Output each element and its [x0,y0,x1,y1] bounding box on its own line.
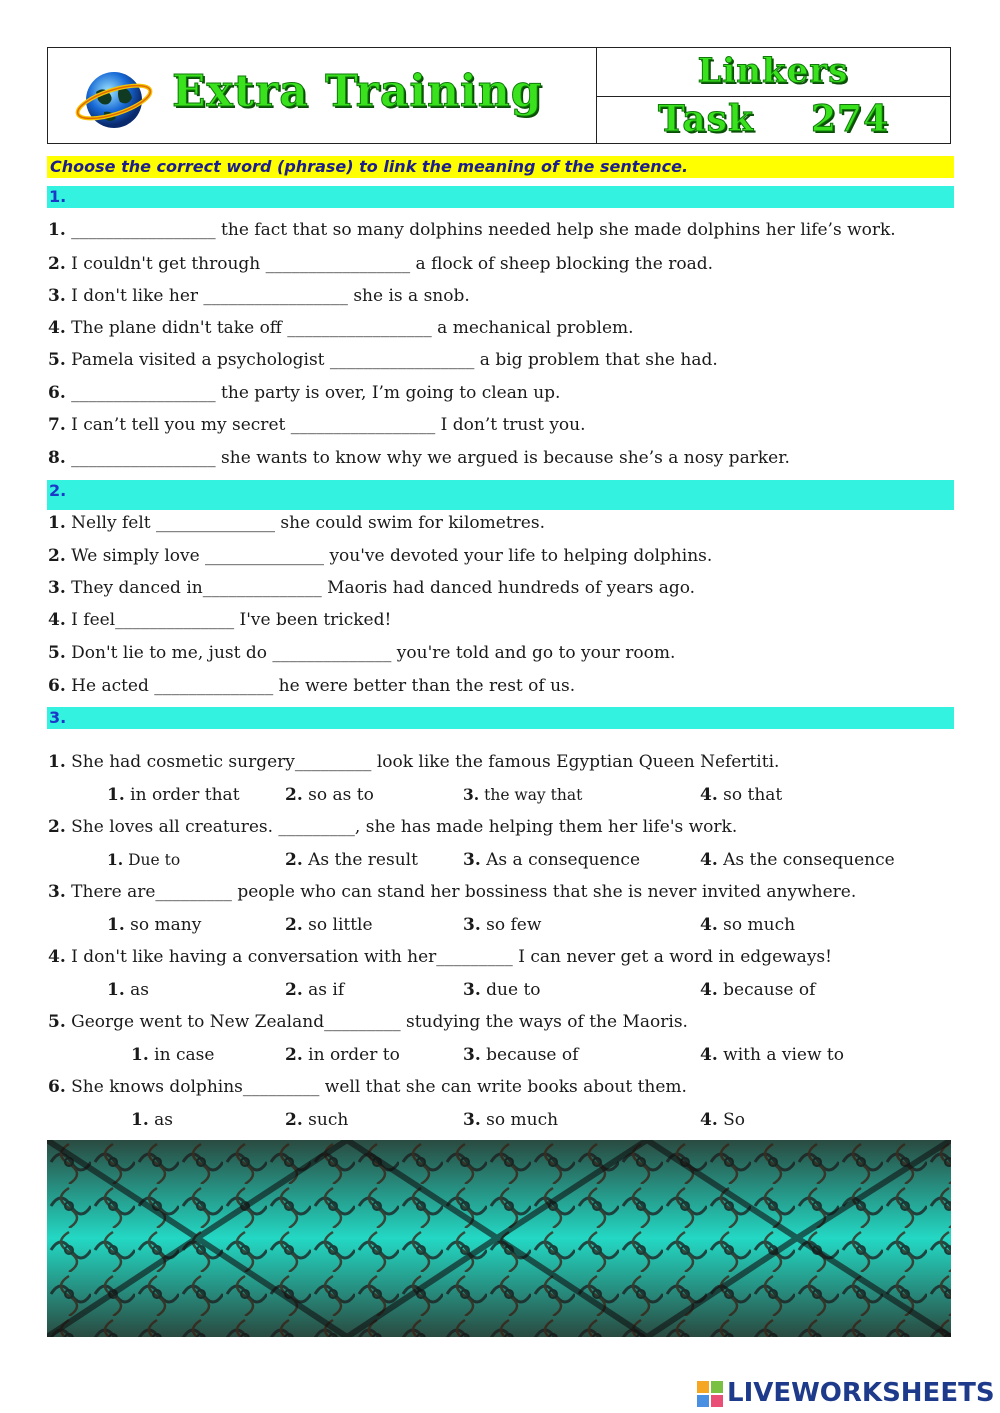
answer-option[interactable] [285,914,373,936]
question-text: Pamela visited a psychologist _________________ a big problem that she had. [65,350,718,370]
question-text: I feel______________ I've been tricked! [65,610,392,630]
question-text: She loves all creatures. _________, she has made helping them her life's work. [65,817,738,837]
option-text: due to [480,980,541,1000]
question-number: 5. [48,643,66,663]
answer-option[interactable] [285,979,344,1001]
question-number: 4. [48,318,66,338]
option-number: 1. [131,1045,149,1065]
option-text: As a consequence [480,850,641,870]
question-text: There are_________ people who can stand her bossiness that she is never invited anywhere. [65,882,857,902]
section-1-header: 1. [47,186,954,208]
answer-option[interactable] [131,1109,173,1131]
option-number: 2. [285,850,303,870]
answer-option[interactable] [107,914,201,936]
question-line [48,577,695,599]
question-number: 4. [48,610,66,630]
topic-title: Linkers [697,51,849,91]
answer-option[interactable] [700,979,815,1001]
section-2-header: 2. [47,480,954,510]
brand-cell [48,48,597,143]
question-line [48,317,634,339]
question-text: _________________ the fact that so many dolphins needed help she made dolphins her life’s work. [65,220,896,240]
option-number: 3. [463,850,481,870]
question-number: 2. [48,817,66,837]
option-number: 4. [700,850,718,870]
worksheet-header [47,47,951,144]
answer-option[interactable] [463,1044,578,1066]
option-text: As the result [302,850,418,870]
option-text: in order that [124,785,240,805]
option-number: 4. [700,980,718,1000]
answer-option[interactable] [700,1044,844,1066]
option-number: 3. [463,915,481,935]
question-number: 2. [48,546,66,566]
answer-option[interactable] [285,784,374,806]
globe-icon [74,66,154,134]
question-line [48,1076,687,1098]
question-line [48,946,832,968]
question-number: 5. [48,1012,66,1032]
question-number: 6. [48,676,66,696]
brand-title: Extra Training [172,66,543,117]
instruction-bar: Choose the correct word (phrase) to link the meaning of the sentence. [47,156,954,178]
question-text: We simply love ______________ you've devoted your life to helping dolphins. [65,546,713,566]
option-number: 4. [700,1045,718,1065]
question-line [48,349,718,371]
option-number: 3. [463,785,480,804]
option-text: because of [480,1045,579,1065]
question-text: I don't like having a conversation with her_________ I can never get a word in edgeways! [65,947,832,967]
option-text: as [148,1110,174,1130]
question-line [48,545,712,567]
option-number: 3. [463,980,481,1000]
question-number: 4. [48,947,66,967]
topic-cell [596,48,950,97]
option-text: the way that [479,786,583,804]
question-text: She had cosmetic surgery_________ look like the famous Egyptian Queen Nefertiti. [65,752,780,772]
question-number: 5. [48,350,66,370]
task-cell [596,96,950,143]
option-text: with a view to [717,1045,844,1065]
question-text: I can’t tell you my secret _________________ I don’t trust you. [65,415,586,435]
option-text: so as to [302,785,374,805]
option-number: 1. [107,850,124,869]
question-line [48,253,713,275]
option-text: So [717,1110,746,1130]
answer-option[interactable] [131,1044,214,1066]
option-number: 2. [285,915,303,935]
question-line [48,675,575,697]
question-line [48,1011,688,1033]
question-text: I couldn't get through _________________ a flock of sheep blocking the road. [65,254,713,274]
question-number: 3. [48,578,66,598]
section-3-header: 3. [47,707,954,729]
answer-option[interactable] [700,914,795,936]
answer-option[interactable] [285,1044,400,1066]
question-text: She knows dolphins_________ well that she can write books about them. [65,1077,687,1097]
liveworksheets-logo-icon [697,1381,723,1407]
option-number: 1. [107,980,125,1000]
question-line [48,447,790,469]
option-number: 3. [463,1045,481,1065]
option-text: as if [302,980,345,1000]
question-line [48,219,896,241]
answer-option[interactable] [107,784,240,806]
question-number: 7. [48,415,66,435]
option-text: as [124,980,150,1000]
question-number: 1. [48,513,66,533]
option-number: 2. [285,785,303,805]
option-number: 3. [463,1110,481,1130]
option-number: 4. [700,785,718,805]
question-number: 3. [48,286,66,306]
answer-option[interactable] [700,1109,745,1131]
question-number: 2. [48,254,66,274]
option-number: 2. [285,980,303,1000]
answer-option[interactable] [107,849,180,871]
answer-option[interactable] [285,1109,348,1131]
option-number: 1. [107,915,125,935]
option-text: As the consequence [717,850,895,870]
option-number: 2. [285,1045,303,1065]
option-number: 1. [107,785,125,805]
answer-option[interactable] [463,849,640,871]
option-number: 1. [131,1110,149,1130]
option-text: so that [717,785,783,805]
option-text: because of [717,980,816,1000]
answer-option[interactable] [463,784,582,806]
question-text: I don't like her _________________ she is a snob. [65,286,470,306]
option-text: Due to [123,851,181,869]
question-number: 1. [48,752,66,772]
question-line [48,609,391,631]
option-text: so much [480,1110,559,1130]
question-text: _________________ she wants to know why we argued is because she’s a nosy parker. [65,448,790,468]
decorative-pattern-image [47,1140,951,1337]
question-line [48,512,545,534]
answer-option[interactable] [700,784,782,806]
question-line [48,382,560,404]
option-number: 4. [700,915,718,935]
task-label: Task [658,98,754,140]
question-line [48,642,675,664]
question-line [48,285,470,307]
option-text: in case [148,1045,215,1065]
question-number: 8. [48,448,66,468]
question-text: Nelly felt ______________ she could swim for kilometres. [65,513,545,533]
question-number: 1. [48,220,66,240]
option-text: so much [717,915,796,935]
answer-option[interactable] [107,979,149,1001]
answer-option[interactable] [463,979,541,1001]
option-text: so many [124,915,202,935]
answer-option[interactable] [463,1109,558,1131]
question-line [48,751,779,773]
question-text: _________________ the party is over, I’m going to clean up. [65,383,561,403]
task-number: 274 [811,98,890,140]
question-text: The plane didn't take off _________________ a mechanical problem. [65,318,634,338]
liveworksheets-brand: LIVEWORKSHEETS [727,1378,995,1408]
question-line [48,881,856,903]
option-text: so little [302,915,373,935]
question-text: George went to New Zealand_________ studying the ways of the Maoris. [65,1012,688,1032]
question-text: Don't lie to me, just do ______________ you're told and go to your room. [65,643,676,663]
option-text: in order to [302,1045,400,1065]
answer-option[interactable] [700,849,895,871]
answer-option[interactable] [285,849,418,871]
question-number: 6. [48,1077,66,1097]
option-text: so few [480,915,542,935]
answer-option[interactable] [463,914,541,936]
question-line [48,414,586,436]
question-text: They danced in______________ Maoris had danced hundreds of years ago. [65,578,696,598]
question-line [48,816,737,838]
question-number: 6. [48,383,66,403]
option-number: 2. [285,1110,303,1130]
option-text: such [302,1110,349,1130]
option-number: 4. [700,1110,718,1130]
question-number: 3. [48,882,66,902]
question-text: He acted ______________ he were better than the rest of us. [65,676,576,696]
